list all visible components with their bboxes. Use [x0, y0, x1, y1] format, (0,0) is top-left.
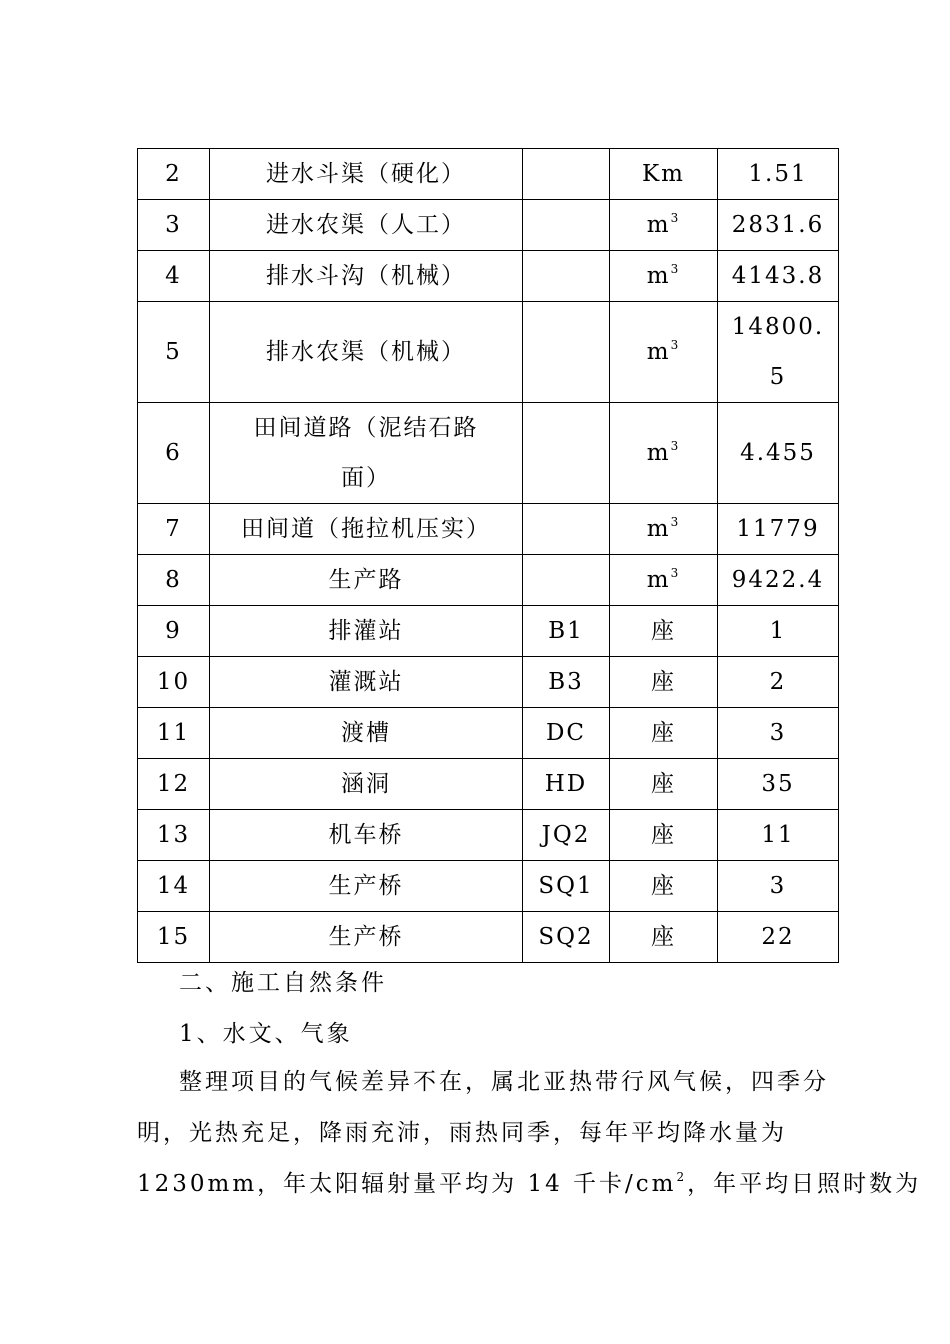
- table-row: [138, 149, 839, 200]
- table-row: [138, 861, 839, 912]
- cell-no: 15: [138, 912, 210, 963]
- cell-no: 11: [138, 708, 210, 759]
- cell-code: [523, 251, 610, 302]
- paragraph-line: 整理项目的气候差异不在，属北亚热带行风气候，四季分: [179, 1069, 829, 1095]
- table-row: [138, 606, 839, 657]
- table-row: [138, 912, 839, 963]
- table-row: [138, 251, 839, 302]
- cell-code: B3: [523, 657, 610, 708]
- cell-name: 排灌站: [210, 606, 523, 657]
- cell-code: [523, 200, 610, 251]
- cell-no: 7: [138, 504, 210, 555]
- cell-no: 5: [138, 302, 210, 403]
- table-row: [138, 657, 839, 708]
- cell-code: [523, 302, 610, 403]
- cell-code: JQ2: [523, 810, 610, 861]
- table-row: [138, 555, 839, 606]
- cell-unit: 座: [610, 861, 718, 912]
- cell-code: [523, 504, 610, 555]
- cell-no: 6: [138, 403, 210, 504]
- cell-code: [523, 403, 610, 504]
- cell-name: 进水农渠（人工）: [210, 200, 523, 251]
- cell-code: SQ1: [523, 861, 610, 912]
- cell-qty: 11779: [718, 504, 839, 555]
- cell-unit: Km: [610, 149, 718, 200]
- cell-name: 机车桥: [210, 810, 523, 861]
- cell-qty: 4143.8: [718, 251, 839, 302]
- cell-qty: 2: [718, 657, 839, 708]
- cell-name: 进水斗渠（硬化）: [210, 149, 523, 200]
- cell-unit: $m^3$: [610, 251, 718, 302]
- cell-qty: 9422.4: [718, 555, 839, 606]
- cell-name: 田间道（拖拉机压实）: [210, 504, 523, 555]
- cell-no: 14: [138, 861, 210, 912]
- cell-qty: 2831.6: [718, 200, 839, 251]
- cell-no: 13: [138, 810, 210, 861]
- paragraph-line: 明，光热充足，降雨充沛，雨热同季，每年平均降水量为: [137, 1120, 787, 1146]
- cell-qty: 22: [718, 912, 839, 963]
- cell-no: 10: [138, 657, 210, 708]
- section-heading: 二、施工自然条件: [179, 970, 387, 996]
- cell-code: HD: [523, 759, 610, 810]
- cell-code: [523, 555, 610, 606]
- cell-qty: 3: [718, 708, 839, 759]
- cell-name: 生产桥: [210, 912, 523, 963]
- body-paragraph: [137, 1057, 922, 1210]
- cell-no: 8: [138, 555, 210, 606]
- cell-qty: 11: [718, 810, 839, 861]
- table-row: [138, 504, 839, 555]
- cell-unit: 座: [610, 657, 718, 708]
- cell-unit: 座: [610, 912, 718, 963]
- table-row: [138, 759, 839, 810]
- cell-qty: 14800. 5: [718, 302, 839, 403]
- quantity-table: [137, 148, 839, 963]
- cell-code: B1: [523, 606, 610, 657]
- cell-code: SQ2: [523, 912, 610, 963]
- cell-name: 排水农渠（机械）: [210, 302, 523, 403]
- table-row: [138, 200, 839, 251]
- section-subheading: 1、水文、气象: [179, 1021, 353, 1047]
- cell-qty: 1.51: [718, 149, 839, 200]
- table-row: [138, 403, 839, 504]
- cell-unit: $m^3$: [610, 555, 718, 606]
- cell-qty: 1: [718, 606, 839, 657]
- cell-qty: 4.455: [718, 403, 839, 504]
- cell-unit: 座: [610, 759, 718, 810]
- cell-name: 涵洞: [210, 759, 523, 810]
- cell-unit: $m^3$: [610, 403, 718, 504]
- cell-name: 灌溉站: [210, 657, 523, 708]
- cell-qty: 35: [718, 759, 839, 810]
- cell-name: 排水斗沟（机械）: [210, 251, 523, 302]
- cell-qty: 3: [718, 861, 839, 912]
- cell-no: 12: [138, 759, 210, 810]
- cell-name: 渡槽: [210, 708, 523, 759]
- table-row: [138, 708, 839, 759]
- cell-unit: $m^3$: [610, 200, 718, 251]
- cell-unit: 座: [610, 606, 718, 657]
- cell-code: DC: [523, 708, 610, 759]
- cell-no: 9: [138, 606, 210, 657]
- cell-unit: $m^3$: [610, 302, 718, 403]
- cell-code: [523, 149, 610, 200]
- table-row: [138, 810, 839, 861]
- cell-name: 田间道路（泥结石路 面）: [210, 403, 523, 504]
- table-row: [138, 302, 839, 403]
- cell-no: 2: [138, 149, 210, 200]
- paragraph-line: 1230mm，年太阳辐射量平均为 14 千卡$/cm^2$，年平均日照时数为: [137, 1170, 922, 1197]
- cell-unit: 座: [610, 708, 718, 759]
- cell-name: 生产路: [210, 555, 523, 606]
- cell-no: 4: [138, 251, 210, 302]
- cell-no: 3: [138, 200, 210, 251]
- cell-name: 生产桥: [210, 861, 523, 912]
- cell-unit: $m^3$: [610, 504, 718, 555]
- cell-unit: 座: [610, 810, 718, 861]
